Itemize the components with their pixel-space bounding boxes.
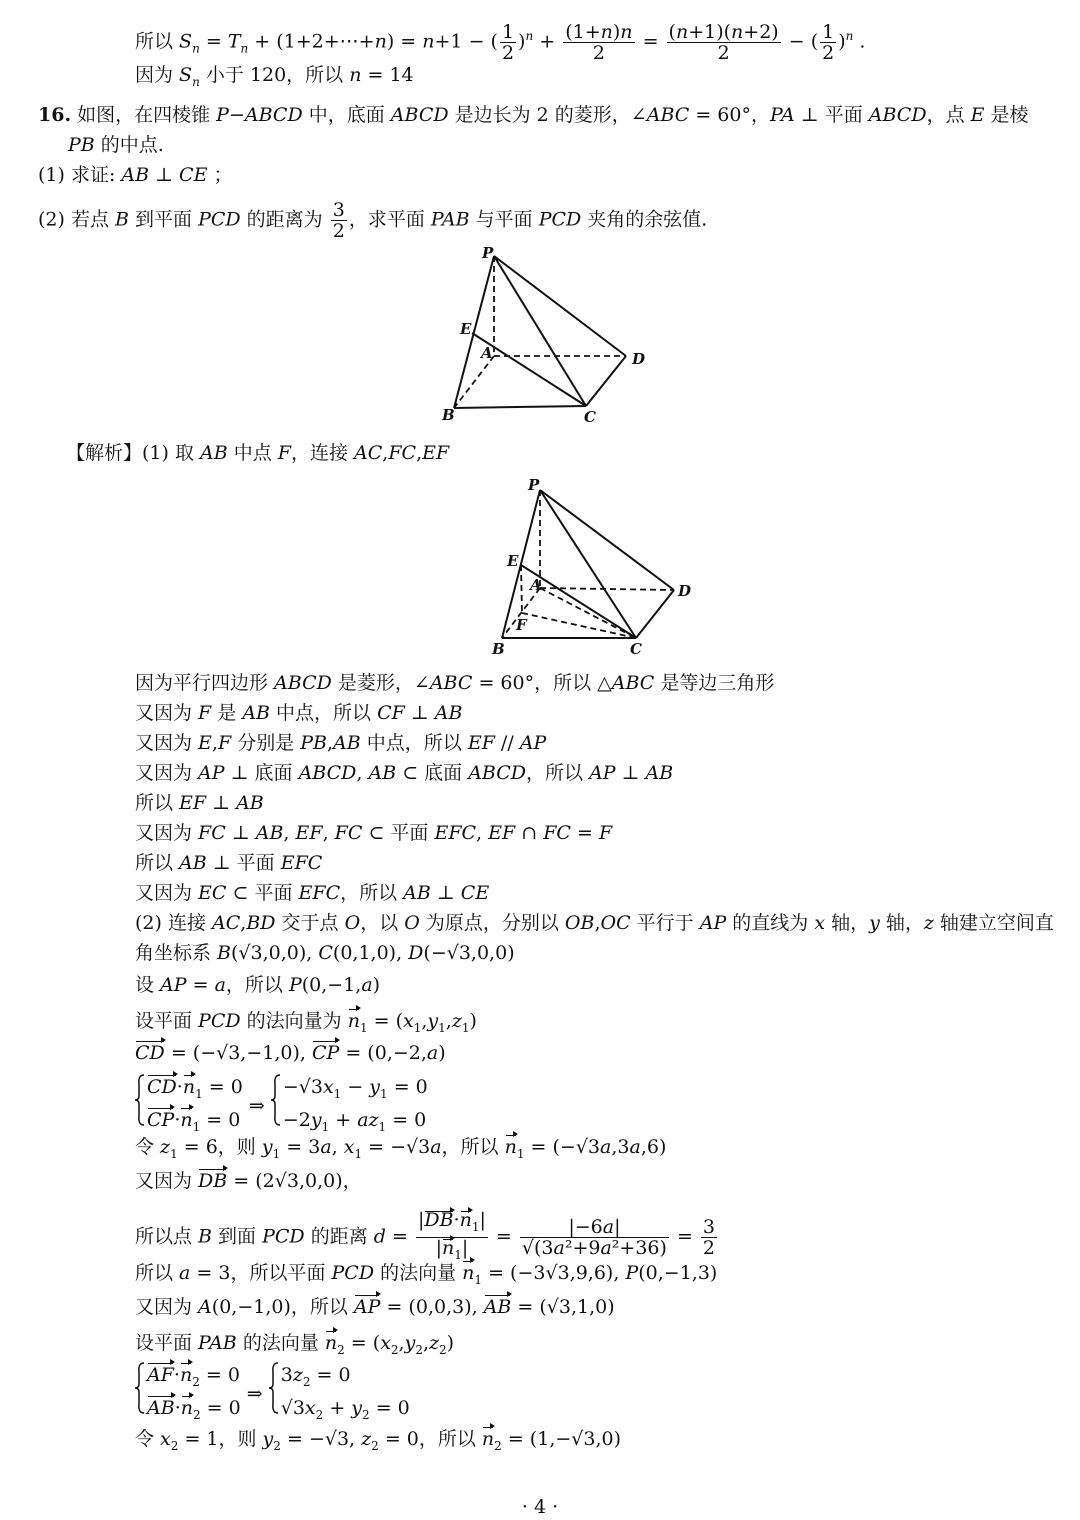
step-a-value: 所以 a = 3，所以平面 PCD 的法向量 $n_1 = (-3√3,9,6)$, P(0,−1,3) bbox=[135, 1262, 718, 1287]
problem-16-part-2: (2) 若点 B 到平面 PCD 的距离为 $\frac{3}{2}$ ，求平面 PAB 与平面 PCD 夹角的余弦值. bbox=[38, 199, 708, 242]
problem-16-part-1: (1) 求证: AB ⊥ CE ； bbox=[38, 164, 233, 186]
label-b: B bbox=[442, 406, 455, 424]
step-fc-ef-plane: 又因为 FC ⊥ AB, EF, FC ⊂ 平面 EFC, EF ∩ FC = F bbox=[135, 822, 613, 844]
label-c: C bbox=[584, 408, 596, 426]
step-system-1: $CD\cdot n_1 = 0$ $CP\cdot n_1 = 0$ ⇒ $-√3x_1 - y_1 = 0$ $-2y_1 + az_1 = 0$ bbox=[135, 1074, 428, 1130]
label-p: P bbox=[482, 244, 494, 262]
step-distance: 所以点 B 到面 PCD 的距离 d = $\frac{|DB\cdot n_1|}{|n_1|}$ = $\frac{|-6a|}{\text{√(3a²+9a²+36)}}$ = $\frac{3}{2}$ bbox=[135, 1209, 716, 1262]
step-ef-perp-ab: 所以 EF ⊥ AB bbox=[135, 792, 264, 814]
line-sn-formula: 所以 $S_n = T_n$ + (1+2+⋯+n) = n+1 − ( $\frac{1}{2}$ )$^n$ + $\frac{(1+n)n}{2}$ = $\frac{(n+1)(n+2)}{2}$ − ( $\frac{1}{2}$ )$^n$ . bbox=[135, 21, 866, 64]
step-solve-n2: 令 $x_2 = 1$，则 $y_2 = -√3$, $z_2 = 0$，所以 $n_2 = (1,-√3,0)$ bbox=[135, 1428, 622, 1453]
step-normal-pcd: 设平面 PCD 的法向量为 $n_1 = (x_1,y_1,z_1)$ bbox=[135, 1010, 477, 1035]
pyramid-figure-1 bbox=[430, 238, 660, 428]
step-vectors-ap-ab: 又因为 A(0,−1,0)，所以 AP = (0,0,3), AB = (√3,1,0) bbox=[135, 1296, 615, 1318]
label-a: A bbox=[481, 344, 493, 362]
label-f: F bbox=[516, 616, 527, 634]
label-p: P bbox=[528, 476, 540, 494]
page-number: · 4 · bbox=[521, 1496, 559, 1518]
problem-16-statement-cont: PB 的中点. bbox=[68, 134, 164, 156]
step-solve-n1: 令 $z_1 = 6$，则 $y_1 = 3a$, $x_1 = -√3a$，所以 $n_1 = (-√3a,3a,6)$ bbox=[135, 1136, 667, 1161]
step-ap-perp-ab: 又因为 AP ⊥ 底面 ABCD, AB ⊂ 底面 ABCD，所以 AP ⊥ AB bbox=[135, 762, 674, 784]
label-a: A bbox=[530, 576, 542, 594]
step-cf-perp-ab: 又因为 F 是 AB 中点，所以 CF ⊥ AB bbox=[135, 702, 463, 724]
pyramid-figure-2 bbox=[488, 470, 708, 660]
step-coordinate-system: (2) 连接 AC,BD 交于点 O，以 O 为原点，分别以 OB,OC 平行于 AP 的直线为 x 轴，y 轴，z 轴建立空间直 bbox=[135, 912, 1054, 934]
step-ab-perp-ce: 又因为 EC ⊂ 平面 EFC，所以 AB ⊥ CE bbox=[135, 882, 490, 904]
step-normal-pab: 设平面 PAB 的法向量 $n_2 = (x_2,y_2,z_2)$ bbox=[135, 1332, 455, 1357]
problem-16-statement: 16. 如图，在四棱锥 P−ABCD 中，底面 ABCD 是边长为 2 的菱形，∠ABC = 60°，PA ⊥ 平面 ABCD，点 E 是棱 bbox=[38, 104, 1029, 126]
line-sn-conclusion: 因为 $S_n$ 小于 120，所以 n = 14 bbox=[135, 64, 414, 89]
step-coordinates: 角坐标系 B(√3,0,0), C(0,1,0), D(−√3,0,0) bbox=[135, 942, 515, 964]
label-e: E bbox=[507, 552, 519, 570]
label-e: E bbox=[460, 320, 472, 338]
step-system-2: $AF\cdot n_2 = 0$ $AB\cdot n_2 = 0$ ⇒ $3z_2 = 0$ $√3x_2 + y_2 = 0$ bbox=[135, 1362, 410, 1418]
label-b: B bbox=[492, 640, 505, 658]
step-set-ap: 设 AP = a，所以 P(0,−1,a) bbox=[135, 974, 381, 996]
step-ab-perp-plane: 所以 AB ⊥ 平面 EFC bbox=[135, 852, 323, 874]
step-vector-db: 又因为 DB = (2√3,0,0)， bbox=[135, 1170, 362, 1192]
solution-part-1-intro: 【解析】(1) 取 AB 中点 F，连接 AC,FC,EF bbox=[66, 442, 450, 464]
step-ef-parallel-ap: 又因为 E,F 分别是 PB,AB 中点，所以 EF // AP bbox=[135, 732, 547, 754]
label-d: D bbox=[632, 350, 646, 368]
step-vectors-cd-cp: CD = (−√3,−1,0), CP = (0,−2,a) bbox=[135, 1042, 446, 1064]
label-c: C bbox=[630, 640, 642, 658]
step-rhombus-equilateral: 因为平行四边形 ABCD 是菱形，∠ABC = 60°，所以 △ABC 是等边三角形 bbox=[135, 672, 775, 694]
label-d: D bbox=[678, 582, 692, 600]
